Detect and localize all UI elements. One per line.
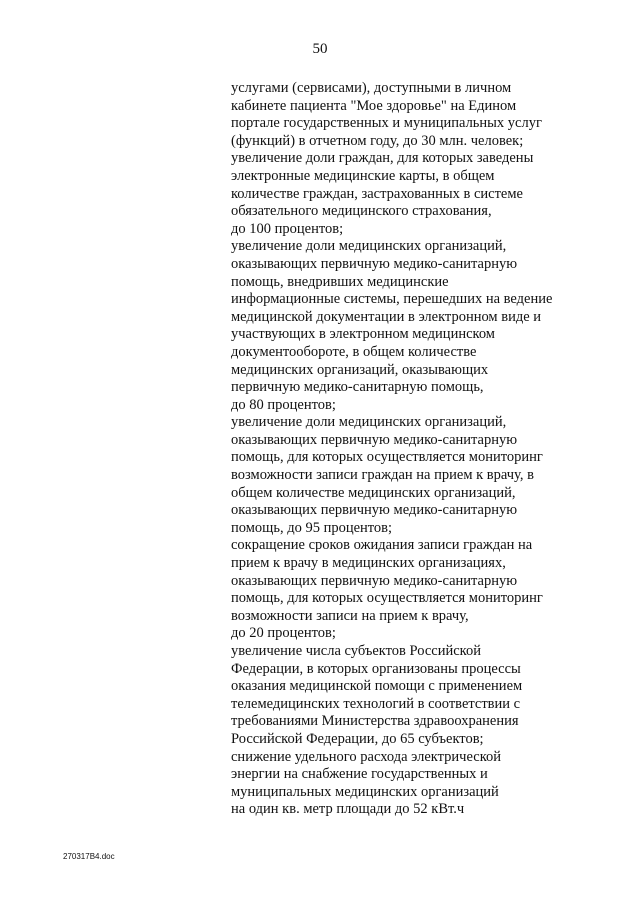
text-line: электронные медицинские карты, в общем bbox=[231, 167, 495, 184]
page-number: 50 bbox=[312, 41, 328, 57]
text-line: оказывающих первичную медико-санитарную bbox=[231, 572, 518, 589]
text-line: оказывающих первичную медико-санитарную bbox=[231, 255, 518, 272]
document-code: 270317В4.doc bbox=[63, 852, 115, 861]
text-line: до 80 процентов; bbox=[231, 396, 336, 413]
text-line: помощь, для которых осуществляется мониторинг bbox=[231, 590, 543, 607]
text-line: документообороте, в общем количестве bbox=[231, 343, 477, 360]
text-line: муниципальных медицинских организаций bbox=[231, 783, 499, 800]
text-line: увеличение доли медицинских организаций, bbox=[231, 414, 507, 431]
text-line: Федерации, в которых организованы процессы bbox=[231, 660, 521, 677]
text-line: телемедицинских технологий в соответствии с bbox=[231, 695, 521, 712]
text-line: увеличение числа субъектов Российской bbox=[231, 643, 481, 659]
text-line: портале государственных и муниципальных услуг bbox=[231, 115, 542, 132]
text-line: сокращение сроков ожидания записи граждан на bbox=[231, 537, 533, 554]
text-line: снижение удельного расхода электрической bbox=[231, 748, 502, 765]
text-line: участвующих в электронном медицинском bbox=[231, 326, 495, 343]
text-line: (функций) в отчетном году, до 30 млн. человек; bbox=[231, 132, 524, 149]
text-line: возможности записи на прием к врачу, bbox=[231, 607, 469, 624]
text-line: информационные системы, перешедших на ведение bbox=[231, 291, 553, 308]
text-line: оказывающих первичную медико-санитарную bbox=[231, 431, 518, 448]
text-line: на один кв. метр площади до 52 кВт.ч bbox=[231, 801, 465, 818]
text-line: медицинской документации в электронном виде и bbox=[231, 308, 542, 325]
text-line: количестве граждан, застрахованных в системе bbox=[231, 185, 523, 202]
text-line: оказания медицинской помощи с применением bbox=[231, 678, 523, 695]
text-line: услугами (сервисами), доступными в личном bbox=[231, 80, 512, 96]
text-line: увеличение доли граждан, для которых заведены bbox=[231, 150, 534, 167]
text-line: оказывающих первичную медико-санитарную bbox=[231, 502, 518, 519]
text-line: требованиями Министерства здравоохранения bbox=[231, 713, 519, 730]
text-line: до 20 процентов; bbox=[231, 625, 336, 642]
text-line: прием к врачу в медицинских организациях, bbox=[231, 555, 506, 572]
text-line: возможности записи граждан на прием к врачу, в bbox=[231, 467, 534, 484]
text-line: энергии на снабжение государственных и bbox=[231, 766, 488, 783]
text-line: медицинских организаций, оказывающих bbox=[231, 361, 489, 378]
text-line: до 100 процентов; bbox=[231, 220, 344, 237]
text-line: помощь, внедривших медицинские bbox=[231, 273, 449, 290]
text-line: помощь, до 95 процентов; bbox=[231, 519, 393, 536]
text-line: увеличение доли медицинских организаций, bbox=[231, 238, 507, 255]
text-line: Российской Федерации, до 65 субъектов; bbox=[231, 730, 484, 747]
text-line: обязательного медицинского страхования, bbox=[231, 203, 492, 220]
text-line: помощь, для которых осуществляется мониторинг bbox=[231, 449, 543, 466]
text-line: общем количестве медицинских организаций, bbox=[231, 484, 516, 501]
text-line: кабинете пациента "Мое здоровье" на Едином bbox=[231, 97, 517, 114]
text-line: первичную медико-санитарную помощь, bbox=[231, 379, 484, 396]
body-text bbox=[231, 80, 576, 819]
